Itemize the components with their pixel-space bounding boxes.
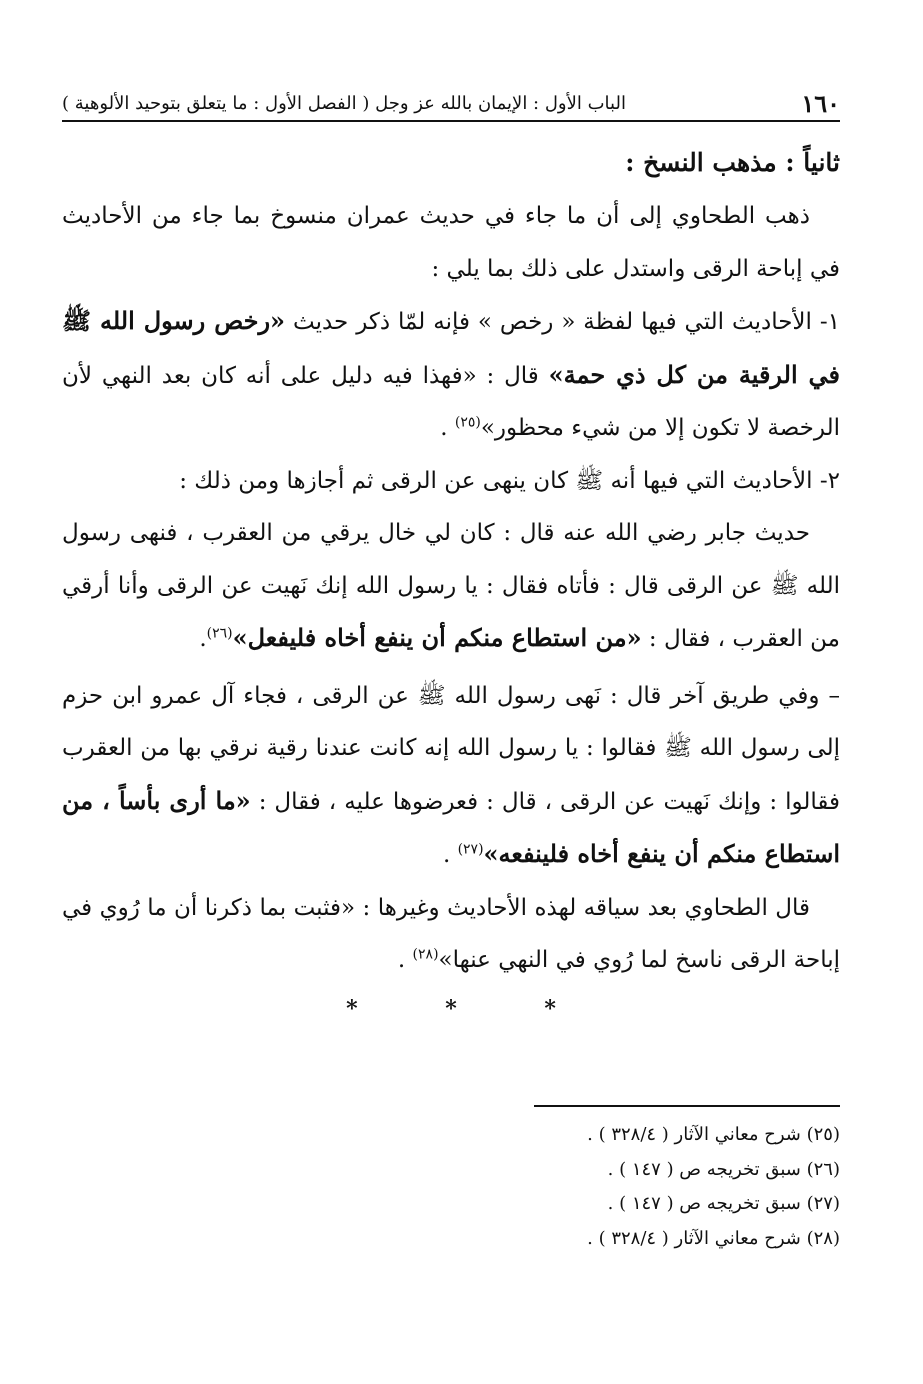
paragraph-6 bbox=[62, 882, 840, 987]
paragraph-2-end: . bbox=[440, 415, 455, 441]
paragraph-2-intro: ١- الأحاديث التي فيها لفظة « رخص » فإنه لمّا ذكر حديث bbox=[285, 309, 840, 335]
footnote-ref-28[interactable]: (٢٨) bbox=[412, 946, 439, 963]
main-text bbox=[62, 138, 840, 1029]
paragraph-4-narration: حديث جابر رضي الله عنه قال : كان لي خال يرقي من العقرب ، فنهى رسول الله ﷺ عن الرقى قال : فأتاه فقال : يا رسول الله إنك نَهيت عن الرقى وأنا أرقي من العقرب ، فقال : bbox=[62, 520, 840, 652]
paragraph-4 bbox=[62, 507, 840, 666]
footnote-divider bbox=[534, 1105, 840, 1107]
hadith-quote-2: «من استطاع منكم أن ينفع أخاه فليفعل» bbox=[232, 623, 642, 652]
footnote-28: (٢٨) شرح معاني الآثار ( ٣٢٨/٤ ) . bbox=[587, 1227, 840, 1249]
paragraph-6-quote: قال الطحاوي بعد سياقه لهذه الأحاديث وغيرها : «فثبت بما ذكرنا أن ما رُوي في إباحة الرقى ناسخ لما رُوي في النهي عنها» bbox=[62, 894, 840, 973]
paragraph-2-commentary: قال : «فهذا فيه دليل على أنه كان بعد النهي لأن الرخصة لا تكون إلا من شيء محظور» bbox=[62, 362, 840, 441]
section-separator: * * * bbox=[346, 995, 596, 1022]
footnote-26: (٢٦) سبق تخريجه ص ( ١٤٧ ) . bbox=[607, 1158, 840, 1180]
hadith-quote-1: «رخص رسول الله ﷺ في الرقية من كل ذي حمة» bbox=[62, 306, 840, 389]
page-number: ١٦٠ bbox=[801, 88, 840, 118]
chapter-title: الباب الأول : الإيمان بالله عز وجل ( الفصل الأول : ما يتعلق بتوحيد الألوهية ) bbox=[62, 92, 626, 114]
footnote-25: (٢٥) شرح معاني الآثار ( ٣٢٨/٤ ) . bbox=[587, 1124, 840, 1145]
paragraph-4-end: . bbox=[199, 626, 207, 652]
paragraph-5-narration: – وفي طريق آخر قال : نَهى رسول الله ﷺ عن الرقى ، فجاء آل عمرو ابن حزم إلى رسول الله ﷺ فقالوا : يا رسول الله إنه كانت عندنا رقية نرقي بها من العقرب فقالوا : وإنك نَهيت عن الرقى ، قال : فعرضوها عليه ، فقال : bbox=[62, 682, 840, 815]
footnote-ref-27[interactable]: (٢٧) bbox=[457, 841, 484, 858]
paragraph-5-end: . bbox=[442, 842, 458, 868]
paragraph-6-end: . bbox=[397, 947, 413, 973]
footnote-ref-26[interactable]: (٢٦) bbox=[206, 625, 233, 642]
paragraph-1: ذهب الطحاوي إلى أن ما جاء في حديث عمران منسوخ بما جاء من الأحاديث في إباحة الرقى واستدل على ذلك بما يلي : bbox=[62, 203, 840, 282]
footnote-ref-25[interactable]: (٢٥) bbox=[454, 414, 481, 431]
section-heading: ثانياً : مذهب النسخ : bbox=[625, 148, 840, 177]
footnotes-list bbox=[420, 1118, 840, 1256]
hadith-quote-3: «ما أرى بأساً ، من استطاع منكم أن ينفع أخاه فلينفعه» bbox=[62, 785, 840, 868]
paragraph-3: ٢- الأحاديث التي فيها أنه ﷺ كان ينهى عن الرقى ثم أجازها ومن ذلك : bbox=[179, 467, 840, 494]
paragraph-2 bbox=[62, 295, 840, 455]
footnote-27: (٢٧) سبق تخريجه ص ( ١٤٧ ) . bbox=[607, 1193, 840, 1214]
paragraph-5 bbox=[62, 670, 840, 882]
running-header bbox=[62, 86, 840, 122]
